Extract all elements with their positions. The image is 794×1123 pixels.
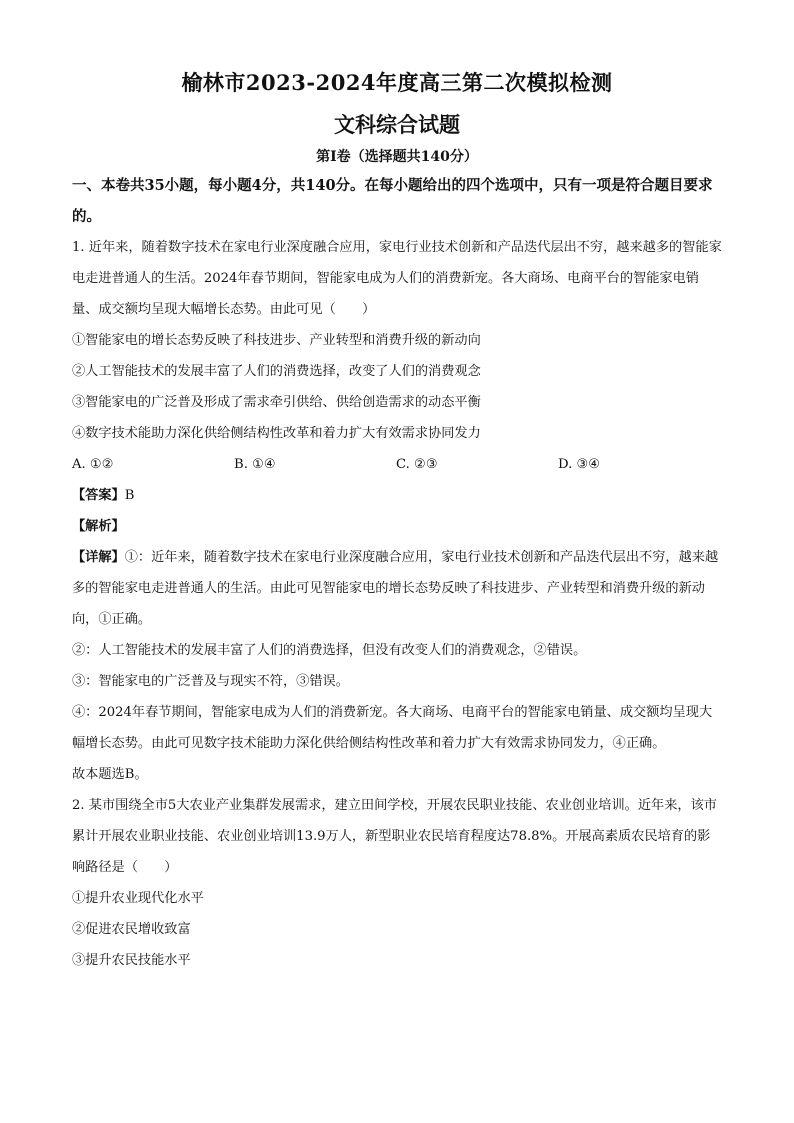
option-a: A. ①② bbox=[72, 457, 114, 472]
conclusion: 故本题选B。 bbox=[72, 767, 148, 782]
detail-4: ④：2024年春节期间，智能家电成为人们的消费新宠。各大商场、电商平台的智能家电销量、成交额均呈现大幅增长态势。由此可见数字技术能助力深化供给侧结构性改革和着力扩大有效需求协同发力，④正确。 bbox=[72, 705, 713, 751]
option-b: B. ①④ bbox=[234, 457, 276, 472]
exam-title: 榆林市2023-2024年度高三第二次模拟检测 bbox=[181, 70, 613, 95]
answer-value: B bbox=[124, 488, 135, 503]
detail-1-text: ①：近年来，随着数字技术在家电行业深度融合应用，家电行业技术创新和产品迭代层出不穷，越来越多的智能家电走进普通人的生活。由此可见智能家电的增长态势反映了科技进步、产业转型和消费升级的新动向，①正确。 bbox=[72, 550, 719, 627]
question-2-item-1: ①提升农业现代化水平 bbox=[72, 891, 204, 906]
question-2-item-3: ③提升农民技能水平 bbox=[72, 953, 191, 968]
question-1-options bbox=[72, 449, 722, 480]
question-1-item-3: ③智能家电的广泛普及形成了需求牵引供给、供给创造需求的动态平衡 bbox=[72, 395, 481, 410]
detail-3: ③：智能家电的广泛普及与现实不符，③错误。 bbox=[72, 674, 349, 689]
detail-1 bbox=[72, 542, 722, 635]
question-2-item-2: ②促进农民增收致富 bbox=[72, 922, 191, 937]
question-1 bbox=[72, 232, 722, 790]
question-1-stem: 1. 近年来，随着数字技术在家电行业深度融合应用，家电行业技术创新和产品迭代层出不穷，越来越多的智能家电走进普通人的生活。2024年春节期间，智能家电成为人们的消费新宠。各大商场、电商平台的智能家电销量、成交额均呈现大幅增长态势。由此可见（ ） bbox=[72, 240, 722, 317]
answer-label: 【答案】 bbox=[72, 488, 125, 503]
question-1-item-1: ①智能家电的增长态势反映了科技进步、产业转型和消费升级的新动向 bbox=[72, 333, 481, 348]
detail-2: ②：人工智能技术的发展丰富了人们的消费选择，但没有改变人们的消费观念，②错误。 bbox=[72, 643, 587, 658]
exam-subtitle: 文科综合试题 bbox=[334, 112, 460, 137]
question-2-stem: 2. 某市围绕全市5大农业产业集群发展需求，建立田间学校，开展农民职业技能、农业创业培训。近年来，该市累计开展农业职业技能、农业创业培训13.9万人，新型职业农民培育程度达78.8%。开展高素质农民培育的影响路径是（ ） bbox=[72, 798, 717, 875]
answer-line bbox=[72, 480, 722, 511]
option-c: C. ②③ bbox=[396, 457, 438, 472]
detail-label: 【详解】 bbox=[72, 550, 125, 565]
instructions: 一、本卷共35小题，每小题4分，共140分。在每小题给出的四个选项中，只有一项是符合题目要求的。 bbox=[72, 177, 713, 225]
question-2 bbox=[72, 790, 722, 976]
analysis-label: 【解析】 bbox=[72, 519, 125, 534]
question-1-item-2: ②人工智能技术的发展丰富了人们的消费选择，改变了人们的消费观念 bbox=[72, 364, 481, 379]
question-1-item-4: ④数字技术能助力深化供给侧结构性改革和着力扩大有效需求协同发力 bbox=[72, 426, 481, 441]
option-d: D. ③④ bbox=[558, 457, 601, 472]
section-heading: 第Ⅰ卷（选择题共140分） bbox=[316, 149, 478, 165]
